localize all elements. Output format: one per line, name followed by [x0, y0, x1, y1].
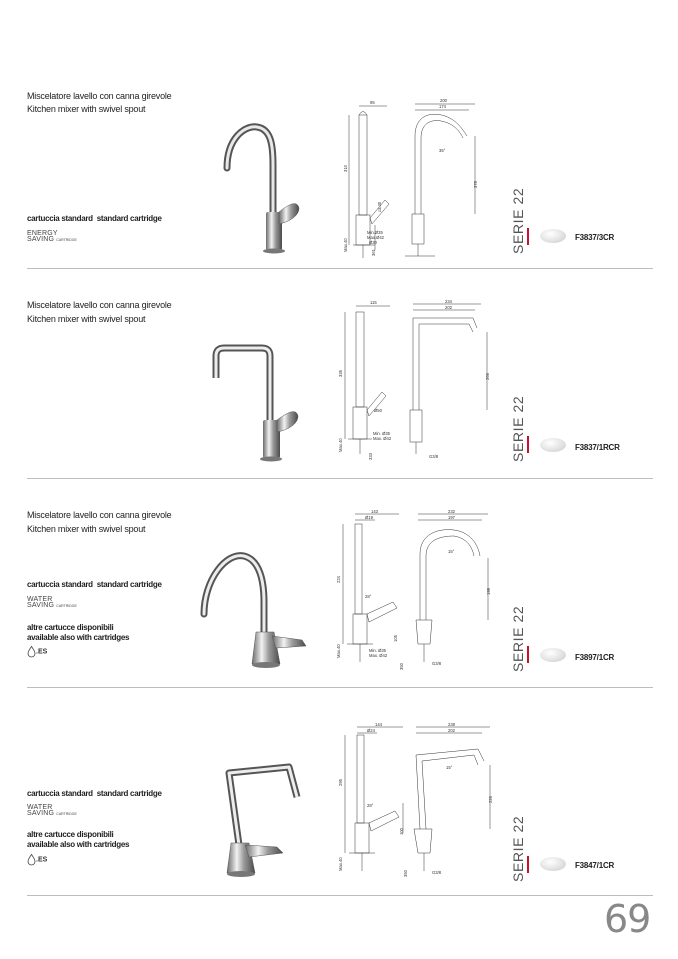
dim-side-height: 266 — [485, 373, 490, 380]
dim-max: Max.40 — [338, 438, 343, 452]
dim-depth: 350 — [403, 870, 408, 877]
faucet-photo-4 — [205, 759, 315, 879]
technical-drawing-front-4 — [337, 723, 412, 878]
dim-ca: ca.30 — [377, 201, 382, 212]
dim-depth: 361 — [371, 249, 376, 256]
dim-side-inner: 174 — [439, 104, 446, 109]
logo-line2: SAVING — [27, 602, 55, 609]
dim-max: Max.40 — [338, 857, 343, 871]
product-code: F3897/1CR — [575, 653, 615, 662]
dim-min-dia: Min.Ø35 — [367, 230, 383, 235]
dim-side-height: 378 — [473, 181, 478, 188]
dim-min-dia: Min. Ø35 — [373, 431, 390, 436]
section-divider — [27, 268, 653, 269]
dim-lever: 105 — [393, 635, 398, 642]
product-section-2 — [0, 270, 678, 479]
finish-swatch — [540, 229, 566, 243]
series-label: SERIE 22 — [510, 395, 526, 462]
product-section-1 — [0, 60, 678, 269]
dim-max-dia: Max.Ø42 — [367, 235, 384, 240]
dim-lever: 100 — [399, 828, 404, 835]
cartridge-label — [27, 789, 162, 798]
dim-side-angle: 35° — [439, 148, 446, 153]
energy-saving-logo — [27, 231, 77, 243]
dim-side-angle: 15° — [446, 765, 453, 770]
page-number: 69 — [604, 897, 651, 941]
es-cartridge-badge — [27, 646, 47, 657]
logo-line1: WATER — [27, 804, 53, 811]
dim-min-dia: Min. Ø35 — [369, 648, 386, 653]
product-code: F3837/3CR — [575, 233, 615, 242]
dim-base-dia: Ø50 — [374, 408, 382, 413]
dim-side-outer: 238 — [448, 722, 455, 727]
dim-side-outer: 200 — [440, 98, 447, 103]
es-label: .ES — [36, 648, 48, 656]
water-saving-logo — [27, 805, 77, 817]
other-cartridges-it: altre cartucce disponibili — [27, 830, 114, 839]
faucet-photo-1 — [215, 120, 305, 255]
finish-swatch — [540, 438, 566, 452]
faucet-photo-3 — [198, 552, 310, 670]
dim-height: 335 — [338, 370, 343, 377]
technical-drawing-front-1 — [345, 100, 400, 260]
section-divider — [27, 478, 653, 479]
dim-side-thread: G3/8 — [432, 661, 442, 666]
technical-drawing-front-3 — [337, 510, 407, 670]
section-divider — [27, 895, 653, 896]
faucet-photo-2 — [210, 338, 305, 463]
water-drop-icon — [27, 854, 36, 865]
dim-base-dia: Ø30 — [369, 240, 377, 245]
technical-drawing-side-3 — [408, 508, 498, 673]
dim-width: 143 — [371, 509, 378, 514]
product-title-it: Miscelatore lavello con canna girevole — [27, 300, 172, 310]
product-section-4 — [0, 689, 678, 898]
other-cartridges — [27, 623, 129, 642]
dim-side-inner: 202 — [448, 728, 455, 733]
dim-side-angle: 15° — [448, 549, 455, 554]
dim-side-height: 199 — [486, 588, 491, 595]
dim-side-outer: 234 — [445, 299, 452, 304]
dim-max: Max.40 — [343, 238, 348, 252]
finish-swatch — [540, 648, 566, 662]
logo-line2: SAVING — [27, 810, 55, 817]
series-label: SERIE 22 — [510, 605, 526, 672]
cartridge-en: standard cartridge — [96, 789, 162, 798]
dim-side-thread: G3/8 — [432, 870, 442, 875]
product-code: F3837/1RCR — [575, 443, 620, 452]
dim-angle: 28° — [367, 803, 374, 808]
water-drop-icon — [27, 646, 36, 657]
es-label: .ES — [36, 856, 48, 864]
product-title-en: Kitchen mixer with swivel spout — [27, 524, 146, 534]
dim-spout-dia: Ø19 — [365, 515, 373, 520]
cartridge-it: cartuccia standard — [27, 214, 93, 223]
accent-bar — [527, 436, 529, 453]
product-code: F3847/1CR — [575, 861, 615, 870]
series-label: SERIE 22 — [510, 815, 526, 882]
product-title-en: Kitchen mixer with swivel spout — [27, 314, 146, 324]
dim-width: 95 — [370, 100, 375, 105]
product-title-en: Kitchen mixer with swivel spout — [27, 104, 146, 114]
dim-max-dia: Max. Ø42 — [373, 436, 392, 441]
logo-line2: SAVING — [27, 236, 55, 243]
dim-depth: 350 — [399, 663, 404, 670]
series-label: SERIE 22 — [510, 187, 526, 254]
cartridge-en: standard cartridge — [96, 580, 162, 589]
dim-width: 115 — [370, 300, 377, 305]
water-saving-logo — [27, 597, 77, 609]
section-divider — [27, 687, 653, 688]
cartridge-label — [27, 580, 162, 589]
technical-drawing-side-1 — [405, 96, 485, 261]
logo-line1: WATER — [27, 596, 53, 603]
technical-drawing-side-4 — [408, 721, 498, 881]
cartridge-it: cartuccia standard — [27, 789, 93, 798]
technical-drawing-side-2 — [403, 298, 493, 463]
product-title-it: Miscelatore lavello con canna girevole — [27, 91, 172, 101]
logo-sub: CARTRIDGE — [56, 238, 77, 242]
dim-height: 224 — [336, 576, 341, 583]
technical-drawing-front-2 — [340, 300, 400, 460]
dim-side-height: 226 — [488, 796, 493, 803]
dim-width: 144 — [375, 722, 382, 727]
other-cartridges — [27, 830, 129, 849]
dim-max-dia: Max. Ø42 — [369, 653, 388, 658]
logo-line1: ENERGY — [27, 230, 58, 237]
logo-sub: CARTRIDGE — [56, 604, 77, 608]
finish-swatch — [540, 857, 566, 871]
dim-side-inner: 202 — [445, 305, 452, 310]
other-cartridges-en: available also with cartridges — [27, 632, 130, 642]
dim-spout-dia: Ø24 — [367, 728, 375, 733]
dim-height: 310 — [343, 165, 348, 172]
cartridge-label — [27, 214, 162, 223]
dim-height: 295 — [338, 779, 343, 786]
dim-side-inner: 197 — [448, 515, 455, 520]
product-title-it: Miscelatore lavello con canna girevole — [27, 510, 172, 520]
accent-bar — [527, 228, 529, 245]
cartridge-en: standard cartridge — [96, 214, 162, 223]
other-cartridges-en: available also with cartridges — [27, 839, 130, 849]
cartridge-it: cartuccia standard — [27, 580, 93, 589]
es-cartridge-badge — [27, 854, 47, 865]
accent-bar — [527, 646, 529, 663]
accent-bar — [527, 856, 529, 873]
dim-angle: 28° — [365, 594, 372, 599]
dim-depth: 333 — [368, 453, 373, 460]
other-cartridges-it: altre cartucce disponibili — [27, 623, 114, 632]
product-section-3 — [0, 480, 678, 689]
dim-side-thread: G3/8 — [429, 454, 439, 459]
dim-max: Max.40 — [336, 644, 341, 658]
logo-sub: CARTRIDGE — [56, 812, 77, 816]
dim-side-outer: 232 — [448, 509, 455, 514]
